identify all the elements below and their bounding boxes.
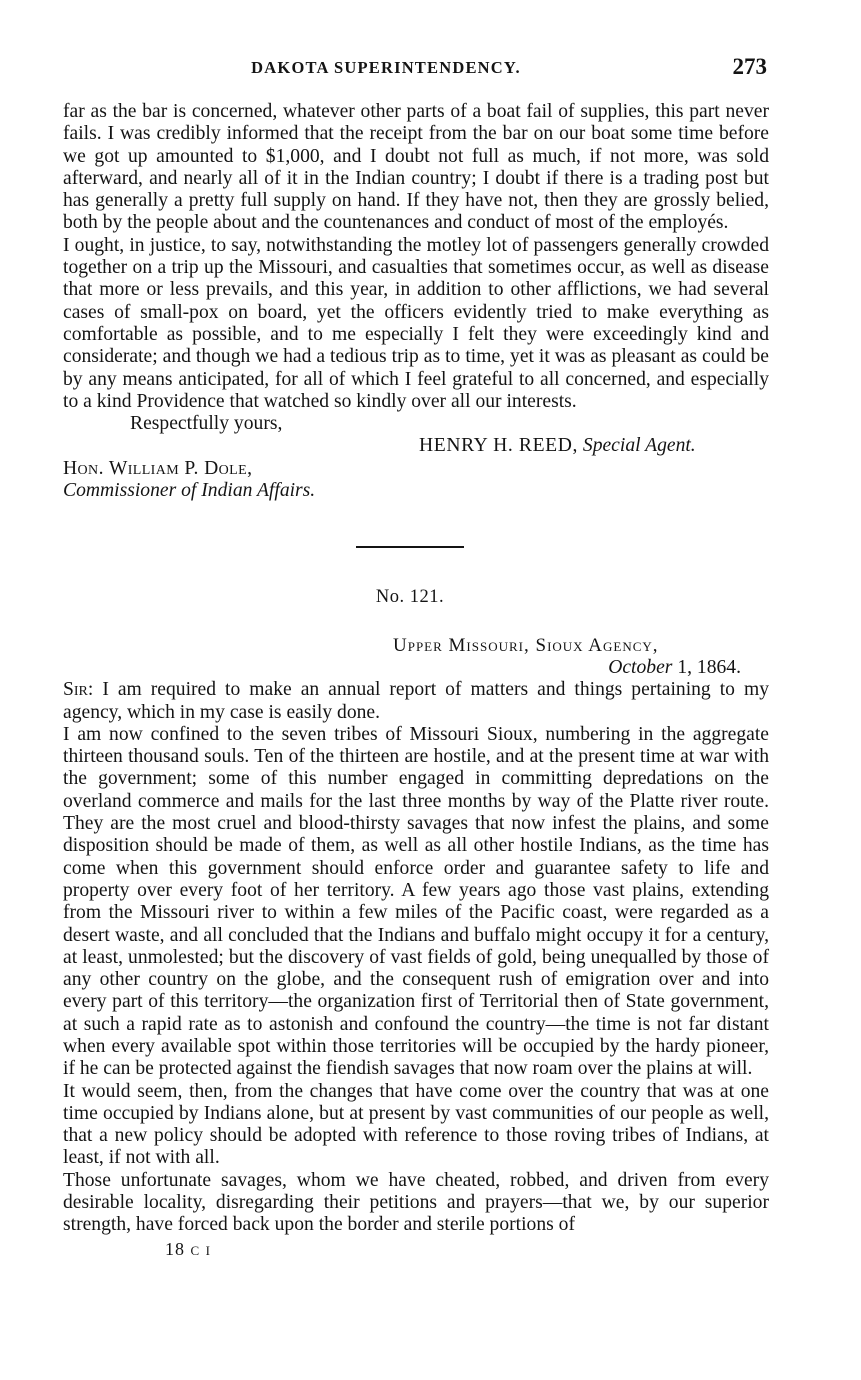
- body-text: [63, 101, 769, 1260]
- page-header: [63, 54, 769, 82]
- dateline-place: Upper Missouri, Sioux Agency,: [393, 634, 659, 656]
- document-number: No. 121.: [375, 587, 445, 608]
- signature: [63, 435, 769, 457]
- salutation: Sir: [63, 679, 88, 701]
- dateline-date: [63, 657, 769, 679]
- section-divider: [356, 546, 464, 548]
- running-head: DAKOTA SUPERINTENDENCY.: [251, 58, 521, 77]
- document-page: [63, 54, 769, 1260]
- signature-title: Special Agent.: [582, 435, 696, 457]
- addressee-name: Hon. William P. Dole,: [63, 457, 253, 479]
- dateline-month: October: [608, 656, 673, 678]
- paragraph: Those unfortunate savages, whom we have cheated, robbed, and driven from every desirable locality, disregarding their petitions and prayers—that we, by our superior strength, have forced back upon the border and sterile portions of: [63, 1169, 769, 1236]
- paragraph-salutation: [63, 679, 769, 724]
- paragraph-opening: : I am required to make an annual report of matters and things pertaining to my agency, which in my case is easily done.: [63, 679, 769, 723]
- paragraph: I ought, in justice, to say, notwithstanding the motley lot of passengers generally crowded together on a trip up the Missouri, and casualties that sometimes occur, as well as disease that more or less prevails, and this year, in addition to other afflictions, we had several cases of small-pox on board, yet the officers evidently tried to make everything as comfortable as possible, and to me especially I felt they were exceedingly kind and considerate; and though we had a tedious trip as to time, yet it was as pleasant as could be by any means anticipated, for all of which I feel grateful to all concerned, and especially to a kind Providence that watched so kindly over all our interests.: [63, 234, 769, 412]
- signature-mark: 18 c i: [165, 1238, 211, 1259]
- addressee-title: Commissioner of Indian Affairs.: [63, 480, 316, 502]
- page-number: 273: [732, 54, 767, 79]
- paragraph-continued: far as the bar is concerned, whatever other parts of a boat fail of supplies, this part never fails. I was credibly informed that the receipt from the bar on our boat some time before we got up amounted to $1,000, and I doubt not full as much, if not more, was sold afterward, and nearly all of it in the Indian country; I doubt if there is a trading post but has generally a pretty full supply on hand. If they have not, then they are grossly belied, both by the people about and the countenances and conduct of most of the employés.: [63, 101, 769, 234]
- dateline-day-year: 1, 1864.: [672, 656, 741, 678]
- signature-name: HENRY H. REED,: [419, 435, 578, 457]
- paragraph: I am now confined to the seven tribes of Missouri Sioux, numbering in the aggregate thirteen thousand souls. Ten of the thirteen are hostile, and at the present time at war with the government; some of this number engaged in committing depredations on the overland commerce and mails for the last three months by way of the Platte river route. They are the most cruel and blood-thirsty savages that now infest the plains, and some disposition should be made of them, as well as all other hostile Indians, as the time has come when this government should enforce order and guarantee safety to life and property over every foot of her territory. A few years ago those vast plains, extending from the Missouri river to within a few miles of the Pacific coast, were regarded as a desert waste, and all concluded that the Indians and buffalo might occupy it for a century, at least, unmolested; but the discovery of vast fields of gold, being unequalled by those of any other country on the globe, and the consequent rush of emigration over and into every part of this territory—the organization first of Territorial then of State government, at such a rapid rate as to astonish and confound the country—the time is not far distant when every available spot within those territories will be occupied by the hardy pioneer, if he can be protected against the fiendish savages that now roam over the plains at will.: [63, 723, 769, 1080]
- paragraph: It would seem, then, from the changes that have come over the country that was at one time occupied by Indians alone, but at present by vast communities of our people as well, that a new policy should be adopted with reference to those roving tribes of Indians, at least, if not with all.: [63, 1080, 769, 1169]
- closing: Respectfully yours,: [130, 413, 283, 435]
